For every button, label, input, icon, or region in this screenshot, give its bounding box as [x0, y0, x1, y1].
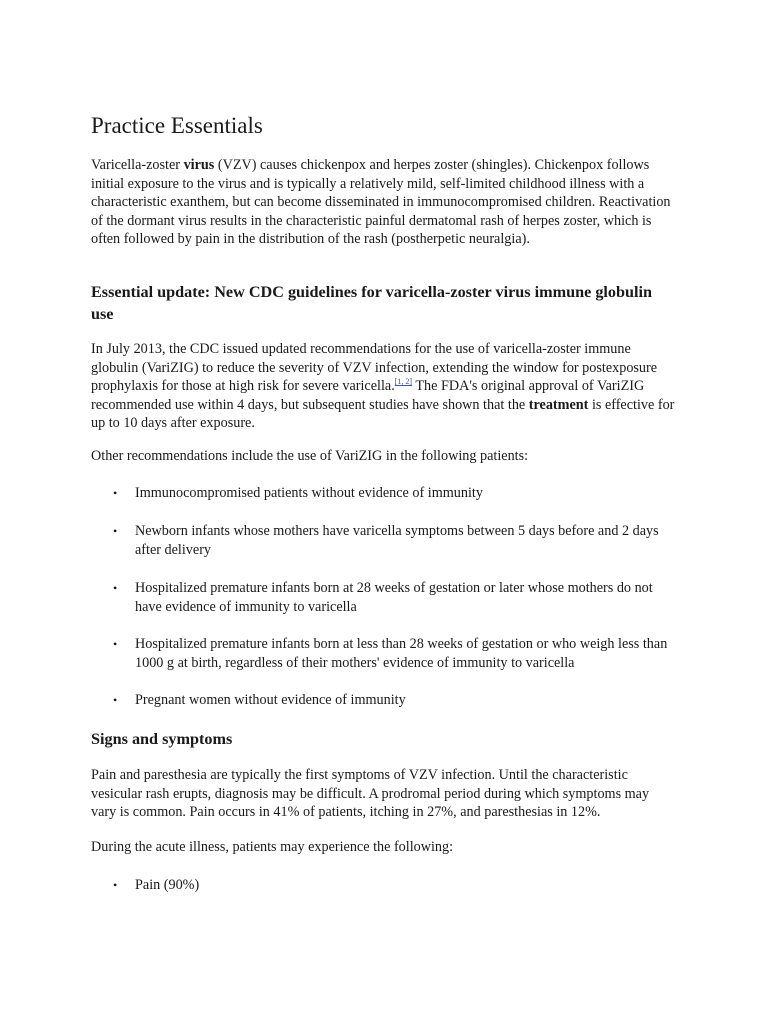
bullet-icon: • [113, 486, 118, 500]
intro-text-rest: (VZV) causes chickenpox and herpes zoster (shingles). Chickenpox follows initial exposure to the virus and is typically a relatively mild, self-limited childhood illness with a characteristic exanthem, but can become disseminated in immunocompromised children. Reactivation of the dormant virus results in the characteristic painful dermatomal rash of herpes zoster, which is often followed by pain in the distribution of the rash (postherpetic neuralgia). [91, 157, 671, 248]
list-item [91, 484, 676, 503]
update-text-part2: The FDA's original approval of VariZIG recommended use within 4 days, but subsequent studies have shown that the [91, 378, 645, 413]
list-item [91, 579, 676, 616]
signs-symptoms-heading: Signs and symptoms [91, 730, 233, 748]
list-item-text: Pregnant women without evidence of immunity [135, 692, 406, 708]
list-item [91, 635, 676, 672]
intro-text-start: Varicella-zoster [91, 157, 184, 173]
bullet-icon: • [113, 581, 118, 595]
update-bold-term: treatment [528, 396, 589, 413]
intro-paragraph [91, 156, 676, 249]
list-item-text: Hospitalized premature infants born at less than 28 weeks of gestation or who weigh less than 1000 g at birth, regardless of their mothers' evidence of immunity to varicella [135, 636, 668, 671]
list-item [91, 522, 676, 559]
page-title: Practice Essentials [91, 113, 263, 138]
bullet-icon: • [113, 878, 118, 892]
acute-illness-intro: During the acute illness, patients may experience the following: [91, 839, 454, 855]
essential-update-paragraph [91, 340, 676, 433]
intro-bold-term: virus [183, 157, 215, 173]
other-recommendations-intro: Other recommendations include the use of VariZIG in the following patients: [91, 448, 529, 464]
list-item-text: Immunocompromised patients without evidence of immunity [135, 485, 483, 501]
bullet-icon: • [113, 693, 118, 707]
update-text-part1: In July 2013, the CDC issued updated recommendations for the use of varicella-zoster immune globulin (VariZIG) to reduce the severity of VZV infection, extending the window for postexposure prophylaxis for those at high risk for severe varicella. [91, 341, 658, 395]
citation-link[interactable]: [1, 2] [394, 377, 413, 387]
bullet-icon: • [113, 524, 118, 538]
list-item-text: Pain (90%) [135, 877, 200, 893]
list-item [91, 876, 676, 895]
signs-symptoms-paragraph: Pain and paresthesia are typically the first symptoms of VZV infection. Until the characteristic vesicular rash erupts, diagnosis may be difficult. A prodromal period during which symptoms may vary is common. Pain occurs in 41% of patients, itching in 27%, and paresthesias in 12%. [91, 767, 650, 821]
essential-update-heading: Essential update: New CDC guidelines for varicella-zoster virus immune globulin use [91, 283, 653, 323]
list-item [91, 691, 676, 710]
update-text-part3: is effective for up to 10 days after exposure. [91, 396, 675, 432]
bullet-icon: • [113, 637, 118, 651]
list-item-text: Hospitalized premature infants born at 28 weeks of gestation or later whose mothers do not have evidence of immunity to varicella [135, 580, 653, 615]
list-item-text: Newborn infants whose mothers have varicella symptoms between 5 days before and 2 days after delivery [135, 523, 659, 558]
